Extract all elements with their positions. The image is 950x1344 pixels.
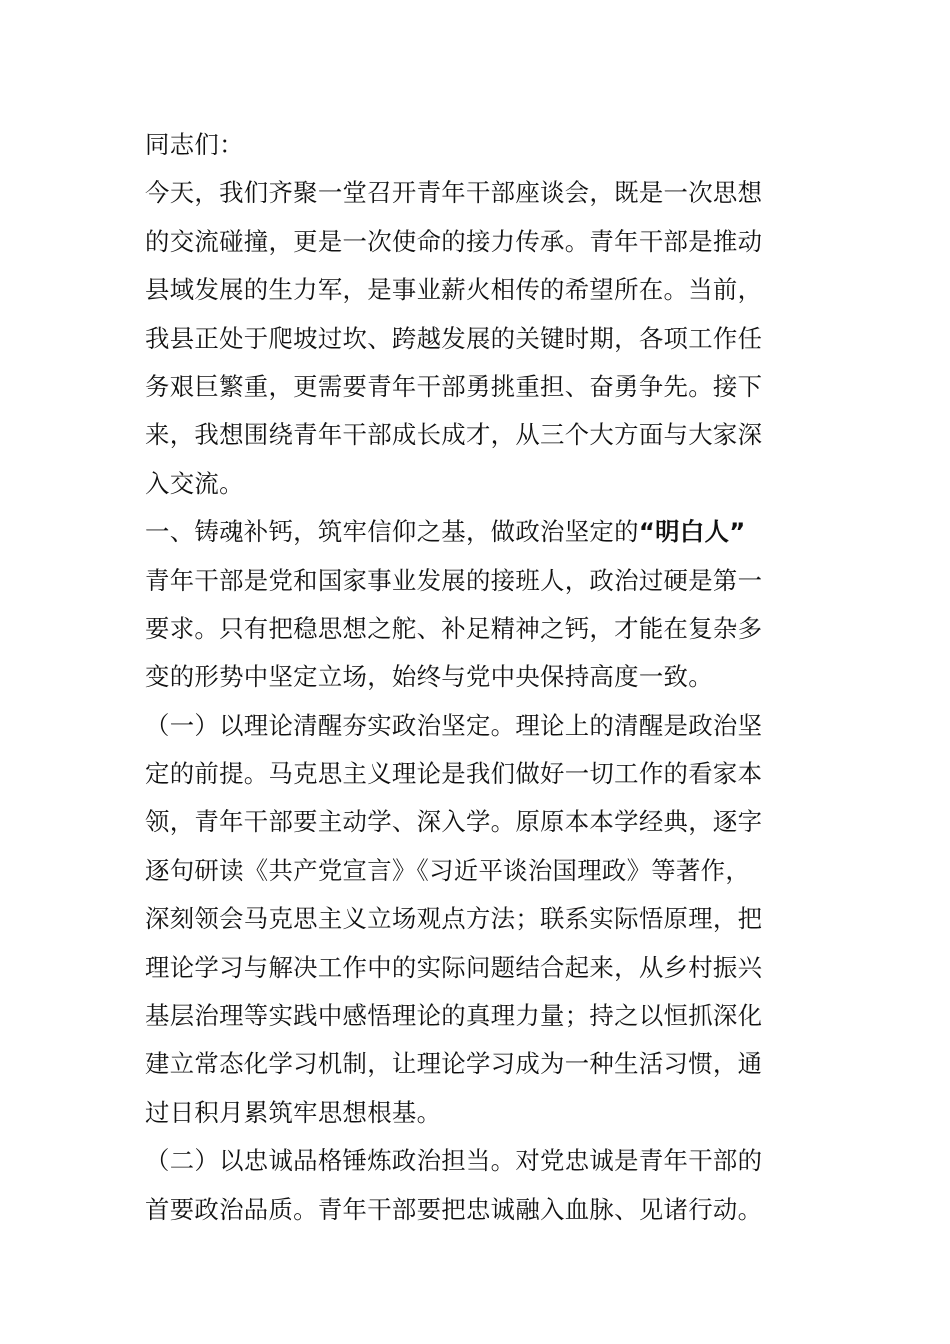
text-line: 过日积月累筑牢思想根基。 xyxy=(145,1097,442,1127)
section-heading-text: 一、铸魂补钙，筑牢信仰之基，做政治坚定的 xyxy=(145,517,639,547)
subsection-1-paragraph xyxy=(145,702,810,1138)
text-line: 理论学习与解决工作中的实际问题结合起来，从乡村振兴 xyxy=(145,952,763,982)
text-line: 入交流。 xyxy=(145,468,244,498)
greeting: 同志们： xyxy=(145,130,244,159)
text-line: 今天，我们齐聚一堂召开青年干部座谈会，既是一次思想 xyxy=(145,178,763,208)
text-line: 来，我想围绕青年干部成长成才，从三个大方面与大家深 xyxy=(145,420,763,450)
text-line: 首要政治品质。青年干部要把忠诚融入血脉、见诸行动。 xyxy=(145,1194,763,1224)
text-line: 领，青年干部要主动学、深入学。原原本本学经典，逐字 xyxy=(145,807,763,837)
text-line: 变的形势中坚定立场，始终与党中央保持高度一致。 xyxy=(145,662,713,692)
text-line: 深刻领会马克思主义立场观点方法；联系实际悟原理，把 xyxy=(145,904,763,934)
text-line: 要求。只有把稳思想之舵、补足精神之钙，才能在复杂多 xyxy=(145,613,763,643)
section-heading-1 xyxy=(145,508,810,556)
text-line: 的交流碰撞，更是一次使命的接力传承。青年干部是推动 xyxy=(145,226,763,256)
text-line: 建立常态化学习机制，让理论学习成为一种生活习惯，通 xyxy=(145,1049,763,1079)
text-line: （一）以理论清醒夯实政治坚定。理论上的清醒是政治坚 xyxy=(145,710,763,740)
text-line: 县域发展的生力军，是事业薪火相传的希望所在。当前， xyxy=(145,275,763,305)
text-line: 务艰巨繁重，更需要青年干部勇挑重担、奋勇争先。接下 xyxy=(145,371,763,401)
text-line: 基层治理等实践中感悟理论的真理力量；持之以恒抓深化 xyxy=(145,1001,763,1031)
speech-body xyxy=(145,121,810,1234)
subsection-2-paragraph xyxy=(145,1137,810,1234)
text-line: 我县正处于爬坡过坎、跨越发展的关键时期，各项工作任 xyxy=(145,323,763,353)
text-line: （二）以忠诚品格锤炼政治担当。对党忠诚是青年干部的 xyxy=(145,1146,763,1176)
section1-paragraph xyxy=(145,557,810,702)
text-line: 青年干部是党和国家事业发展的接班人，政治过硬是第一 xyxy=(145,565,763,595)
section-heading-quote: “明白人” xyxy=(638,517,746,547)
text-line: 逐句研读《共产党宣言》《习近平谈治国理政》等著作， xyxy=(145,855,751,885)
intro-paragraph xyxy=(145,169,810,508)
text-line: 定的前提。马克思主义理论是我们做好一切工作的看家本 xyxy=(145,759,763,789)
